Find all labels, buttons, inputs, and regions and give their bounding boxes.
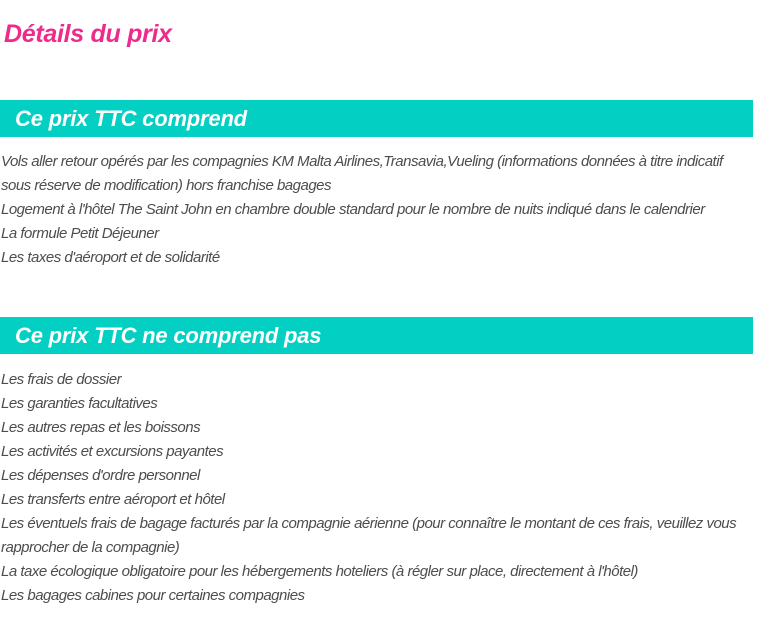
list-item: Les autres repas et les boissons bbox=[1, 419, 201, 436]
page-title: Détails du prix bbox=[4, 20, 172, 48]
section-not-included bbox=[0, 317, 758, 608]
list-item: La formule Petit Déjeuner bbox=[1, 225, 159, 242]
list-item: Vols aller retour opérés par les compagnies KM Malta Airlines,Transavia,Vueling (informations données à titre indicatif sous réserve de modification) hors franchise bagages bbox=[1, 153, 723, 194]
section-heading-not-included-label: Ce prix TTC ne comprend pas bbox=[15, 322, 322, 348]
list-item: Les frais de dossier bbox=[1, 371, 122, 388]
list-item: Les éventuels frais de bagage facturés par la compagnie aérienne (pour connaître le montant de ces frais, veuillez vous rapprocher de la compagnie) bbox=[1, 515, 737, 556]
included-items-list bbox=[0, 150, 756, 270]
list-item: Les garanties facultatives bbox=[1, 395, 158, 412]
section-heading-included-label: Ce prix TTC comprend bbox=[15, 105, 247, 131]
section-heading-not-included bbox=[0, 317, 753, 354]
list-item: Les bagages cabines pour certaines compagnies bbox=[1, 587, 305, 604]
list-item: La taxe écologique obligatoire pour les hébergements hoteliers (à régler sur place, directement à l'hôtel) bbox=[1, 563, 638, 580]
section-heading-included bbox=[0, 100, 753, 137]
list-item: Les taxes d'aéroport et de solidarité bbox=[1, 249, 220, 266]
list-item: Logement à l'hôtel The Saint John en chambre double standard pour le nombre de nuits indiqué dans le calendrier bbox=[1, 201, 705, 218]
list-item: Les activités et excursions payantes bbox=[1, 443, 224, 460]
list-item: Les dépenses d'ordre personnel bbox=[1, 467, 200, 484]
list-item: Les transferts entre aéroport et hôtel bbox=[1, 491, 225, 508]
not-included-items-list bbox=[0, 368, 756, 608]
section-included bbox=[0, 100, 758, 270]
